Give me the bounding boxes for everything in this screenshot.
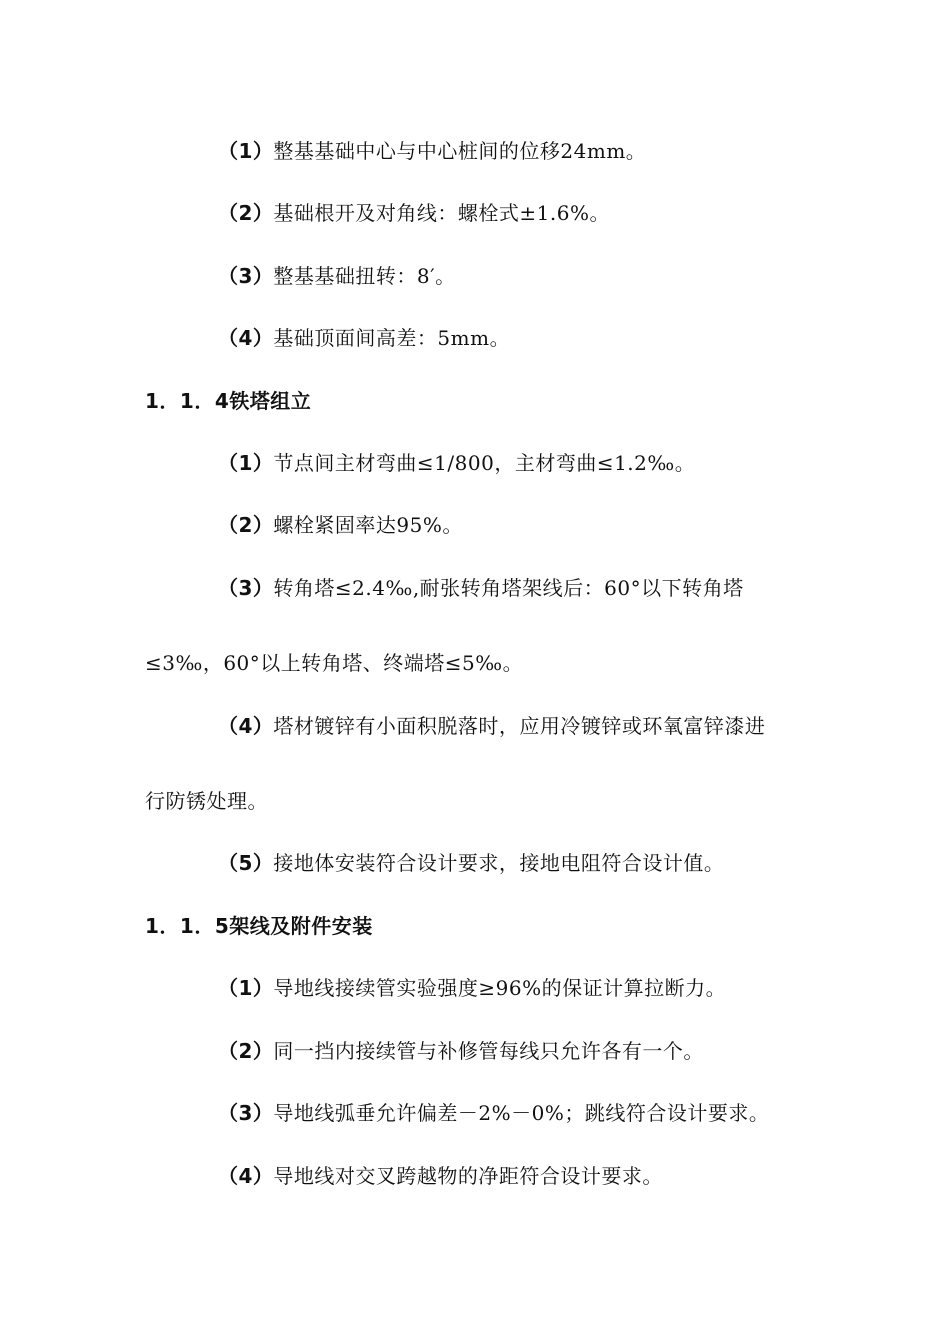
item-number: （1）	[218, 139, 274, 163]
list-item	[0, 510, 950, 540]
item-text: 导地线对交叉跨越物的净距符合设计要求。	[273, 1164, 663, 1188]
item-number: （4）	[218, 1164, 274, 1188]
item-text: 接地体安装符合设计要求，接地电阻符合设计值。	[273, 851, 725, 875]
item-number: （4）	[218, 326, 274, 350]
list-item	[0, 848, 950, 878]
item-number: （4）	[218, 714, 274, 738]
list-item	[0, 711, 950, 741]
item-text: 导地线弧垂允许偏差－2%－0%；跳线符合设计要求。	[273, 1101, 770, 1125]
list-item	[0, 1036, 950, 1066]
item-text: 塔材镀锌有小面积脱落时，应用冷镀锌或环氧富锌漆进	[273, 714, 766, 738]
list-item	[0, 973, 950, 1003]
item-text: 转角塔≤2.4‰,耐张转角塔架线后：60°以下转角塔	[273, 576, 744, 600]
item-text: 螺栓紧固率达95%。	[273, 513, 463, 537]
item-number: （2）	[218, 513, 274, 537]
item-number: （2）	[218, 1039, 274, 1063]
list-item	[0, 1098, 950, 1128]
list-item	[0, 323, 950, 353]
list-item	[0, 448, 950, 478]
list-item	[0, 573, 950, 603]
section-heading: 1．1．4铁塔组立	[145, 389, 312, 413]
item-text: 节点间主材弯曲≤1/800，主材弯曲≤1.2‰。	[273, 451, 696, 475]
item-number: （3）	[218, 576, 274, 600]
list-item	[0, 261, 950, 291]
item-text: 整基基础中心与中心桩间的位移24mm。	[273, 139, 647, 163]
item-number: （5）	[218, 851, 274, 875]
item-number: （3）	[218, 1101, 274, 1125]
section-heading: 1．1．5架线及附件安装	[145, 914, 373, 938]
item-text: 整基基础扭转：8′。	[273, 264, 456, 288]
item-text: 同一挡内接续管与补修管每线只允许各有一个。	[273, 1039, 704, 1063]
item-text: 导地线接续管实验强度≥96%的保证计算拉断力。	[273, 976, 727, 1000]
item-number: （1）	[218, 976, 274, 1000]
list-item-continuation: 行防锈处理。	[145, 789, 268, 813]
item-number: （3）	[218, 264, 274, 288]
item-text: 基础顶面间高差：5mm。	[273, 326, 511, 350]
item-number: （2）	[218, 201, 274, 225]
list-item-continuation: ≤3‰，60°以上转角塔、终端塔≤5‰。	[145, 651, 524, 675]
item-text: 基础根开及对角线：螺栓式±1.6%。	[273, 201, 610, 225]
list-item	[0, 1161, 950, 1191]
list-item	[0, 198, 950, 228]
item-number: （1）	[218, 451, 274, 475]
list-item	[0, 136, 950, 166]
